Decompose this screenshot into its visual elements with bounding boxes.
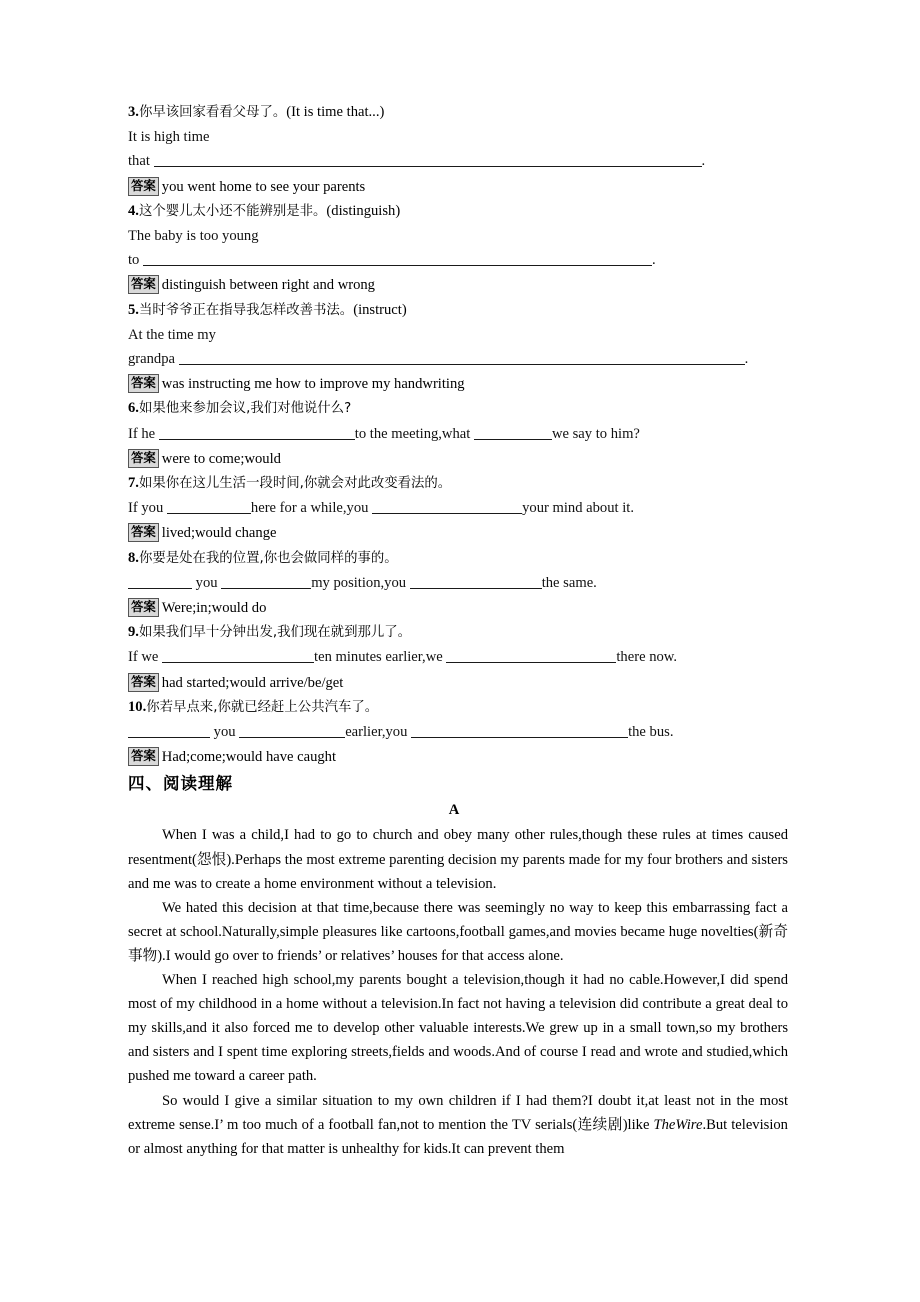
exercise-answer-line <box>128 645 800 669</box>
answer-text: was instructing me how to improve my handwriting <box>161 376 465 393</box>
exercise-prompt <box>128 199 800 224</box>
exercise-stem-line: At the time my <box>128 326 216 343</box>
answer-text: had started;would arrive/be/get <box>161 674 344 691</box>
exercise-prompt <box>128 298 800 323</box>
exercise-stem-line: The baby is too young <box>128 228 259 245</box>
passage-text: So would I give a similar situation to my own children if I had them?I doubt it,at least not in the most extreme sense.I’ m too much of a football fan,not to mention the TV serials(连续剧)like <box>128 1092 788 1133</box>
answer-line-lead: that <box>128 153 150 170</box>
exercise-item <box>128 620 800 695</box>
fill-in-blank[interactable] <box>372 500 522 514</box>
answer-line-tail: . <box>652 252 656 269</box>
exercise-answer-line <box>128 248 800 272</box>
answer-line-text: we say to him? <box>551 425 640 442</box>
answer-line-text: to the meeting,what <box>354 425 474 442</box>
exercise-prompt-cn: 如果你在这儿生活一段时间,你就会对此改变看法的。 <box>138 476 452 492</box>
exercise-number: 4. <box>128 202 139 219</box>
exercise-prompt <box>128 620 800 645</box>
exercise-answer-line <box>128 149 800 173</box>
answer-row <box>128 596 800 620</box>
exercise-prompt-cn: 这个婴儿太小还不能辨别是非。 <box>138 203 327 219</box>
exercise-prompt <box>128 100 800 125</box>
answer-tag-badge: 答案 <box>128 275 159 294</box>
exercise-hint: (instruct) <box>353 301 407 318</box>
fill-in-blank[interactable] <box>159 426 355 440</box>
fill-in-blank[interactable] <box>411 724 628 738</box>
fill-in-blank[interactable] <box>410 575 542 589</box>
fill-in-blank[interactable] <box>221 575 311 589</box>
answer-row <box>128 175 800 199</box>
passage-paragraph <box>128 1089 788 1161</box>
answer-row <box>128 521 800 545</box>
reading-passage <box>128 823 800 1160</box>
answer-line-text: earlier,you <box>345 724 412 741</box>
exercise-item <box>128 471 800 546</box>
exercise-item <box>128 100 800 199</box>
answer-line-text: here for a while,you <box>250 500 373 517</box>
exercise-number: 10. <box>128 698 147 715</box>
answer-text: distinguish between right and wrong <box>161 277 375 294</box>
exercise-number: 9. <box>128 624 139 641</box>
fill-in-blank[interactable] <box>446 649 616 663</box>
answer-tag-badge: 答案 <box>128 177 159 196</box>
fill-in-blank[interactable] <box>154 153 702 167</box>
exercise-number: 7. <box>128 475 139 492</box>
answer-line-text: you <box>192 574 222 591</box>
passage-label: A <box>448 802 460 819</box>
answer-text: Were;in;would do <box>161 600 267 617</box>
answer-tag-badge: 答案 <box>128 374 159 393</box>
fill-in-blank[interactable] <box>128 575 192 589</box>
fill-in-blank[interactable] <box>143 252 652 266</box>
exercise-item <box>128 396 800 471</box>
answer-line-tail: . <box>744 351 749 368</box>
answer-tag-badge: 答案 <box>128 747 159 766</box>
passage-paragraph: When I was a child,I had to go to church and obey many other rules,though these rules at times caused resentment(怨恨).Perhaps the most extreme parenting decision my parents made for my four brothers and sisters and me was to create a home environment without a television. <box>128 827 788 892</box>
exercise-number: 5. <box>128 301 139 318</box>
passage-title-italic: TheWire <box>653 1116 703 1133</box>
exercise-answer-line <box>128 720 800 744</box>
answer-line-text: my position,you <box>311 574 410 591</box>
answer-line-text: you <box>210 724 240 741</box>
exercise-prompt-cn: 如果他来参加会议,我们对他说什么? <box>138 401 352 417</box>
exercise-prompt-cn: 如果我们早十分钟出发,我们现在就到那儿了。 <box>138 625 412 641</box>
answer-line-text: If we <box>128 649 163 666</box>
answer-tag-badge: 答案 <box>128 598 159 617</box>
exercise-prompt <box>128 471 800 496</box>
answer-tag-badge: 答案 <box>128 673 159 692</box>
answer-row <box>128 447 800 471</box>
exercise-prompt <box>128 546 800 571</box>
exercise-prompt-cn: 你早该回家看看父母了。 <box>138 105 287 120</box>
answer-tag-badge: 答案 <box>128 523 159 542</box>
exercise-prompt <box>128 396 800 421</box>
answer-line-text: ten minutes earlier,we <box>314 649 447 666</box>
answer-line-text: the bus. <box>628 724 674 741</box>
exercise-prompt-cn: 当时爷爷正在指导我怎样改善书法。 <box>138 302 354 318</box>
answer-text: lived;would change <box>161 525 277 542</box>
answer-tag-badge: 答案 <box>128 449 159 468</box>
answer-line-text: the same. <box>541 574 597 591</box>
answer-row <box>128 745 800 769</box>
fill-in-blank[interactable] <box>239 724 345 738</box>
answer-line-text: If you <box>128 500 167 517</box>
exercise-prompt-cn: 你要是处在我的位置,你也会做同样的事的。 <box>138 550 398 566</box>
answer-text: were to come;would <box>161 450 281 467</box>
passage-paragraph: When I reached high school,my parents bought a television,though it had no cable.However,I did spend most of my childhood in a home without a television.In fact not having a television did contribute a great deal to my skills,and it also forced me to develop other valuable interests.We grew up in a small town,so my brothers and sisters and I spent time exploring streets,fields and woods.And of course I read and wrote and studied,which pushed me toward a career path. <box>128 972 788 1085</box>
exercise-answer-line <box>128 496 800 520</box>
answer-row <box>128 671 800 695</box>
answer-line-lead: grandpa <box>128 351 176 368</box>
exercise-answer-line <box>128 347 800 371</box>
answer-line-text: there now. <box>616 649 678 666</box>
exercise-number: 3. <box>128 104 139 120</box>
exercise-prompt-cn: 你若早点来,你就已经赶上公共汽车了。 <box>146 699 379 715</box>
exercise-number: 8. <box>128 549 139 566</box>
exercise-item <box>128 546 800 621</box>
answer-line-text: If he <box>128 425 159 442</box>
answer-text: Had;come;would have caught <box>161 749 337 766</box>
exercise-list <box>128 100 800 769</box>
answer-text: you went home to see your parents <box>161 178 366 195</box>
exercise-number: 6. <box>128 400 139 417</box>
exercise-item <box>128 298 800 397</box>
passage-text: .But television or almost anything for that matter is unhealthy for kids.It can prevent them <box>128 1116 788 1157</box>
exercise-hint: (It is time that...) <box>286 104 385 120</box>
fill-in-blank[interactable] <box>167 500 251 514</box>
exercise-item <box>128 695 800 770</box>
passage-paragraph: We hated this decision at that time,because there was seemingly no way to keep this embarrassing fact a secret at school.Naturally,simple pleasures like cartoons,football games,and movies became huge novelties(新奇事物).I would go over to friends’ or relatives’ houses for that access alone. <box>128 899 788 964</box>
fill-in-blank[interactable] <box>162 649 314 663</box>
answer-line-lead: to <box>128 252 140 269</box>
exercise-answer-line <box>128 422 800 446</box>
fill-in-blank[interactable] <box>474 426 552 440</box>
section-heading: 四、阅读理解 <box>128 774 233 794</box>
fill-in-blank[interactable] <box>128 724 210 738</box>
answer-row <box>128 372 800 396</box>
exercise-stem-line: It is high time <box>128 129 210 146</box>
exercise-item <box>128 199 800 298</box>
answer-line-tail: . <box>701 153 706 170</box>
exercise-prompt <box>128 695 800 720</box>
exercise-hint: (distinguish) <box>326 202 401 219</box>
answer-line-text: your mind about it. <box>522 500 634 517</box>
answer-row <box>128 273 800 297</box>
fill-in-blank[interactable] <box>179 351 745 365</box>
exercise-answer-line <box>128 571 800 595</box>
